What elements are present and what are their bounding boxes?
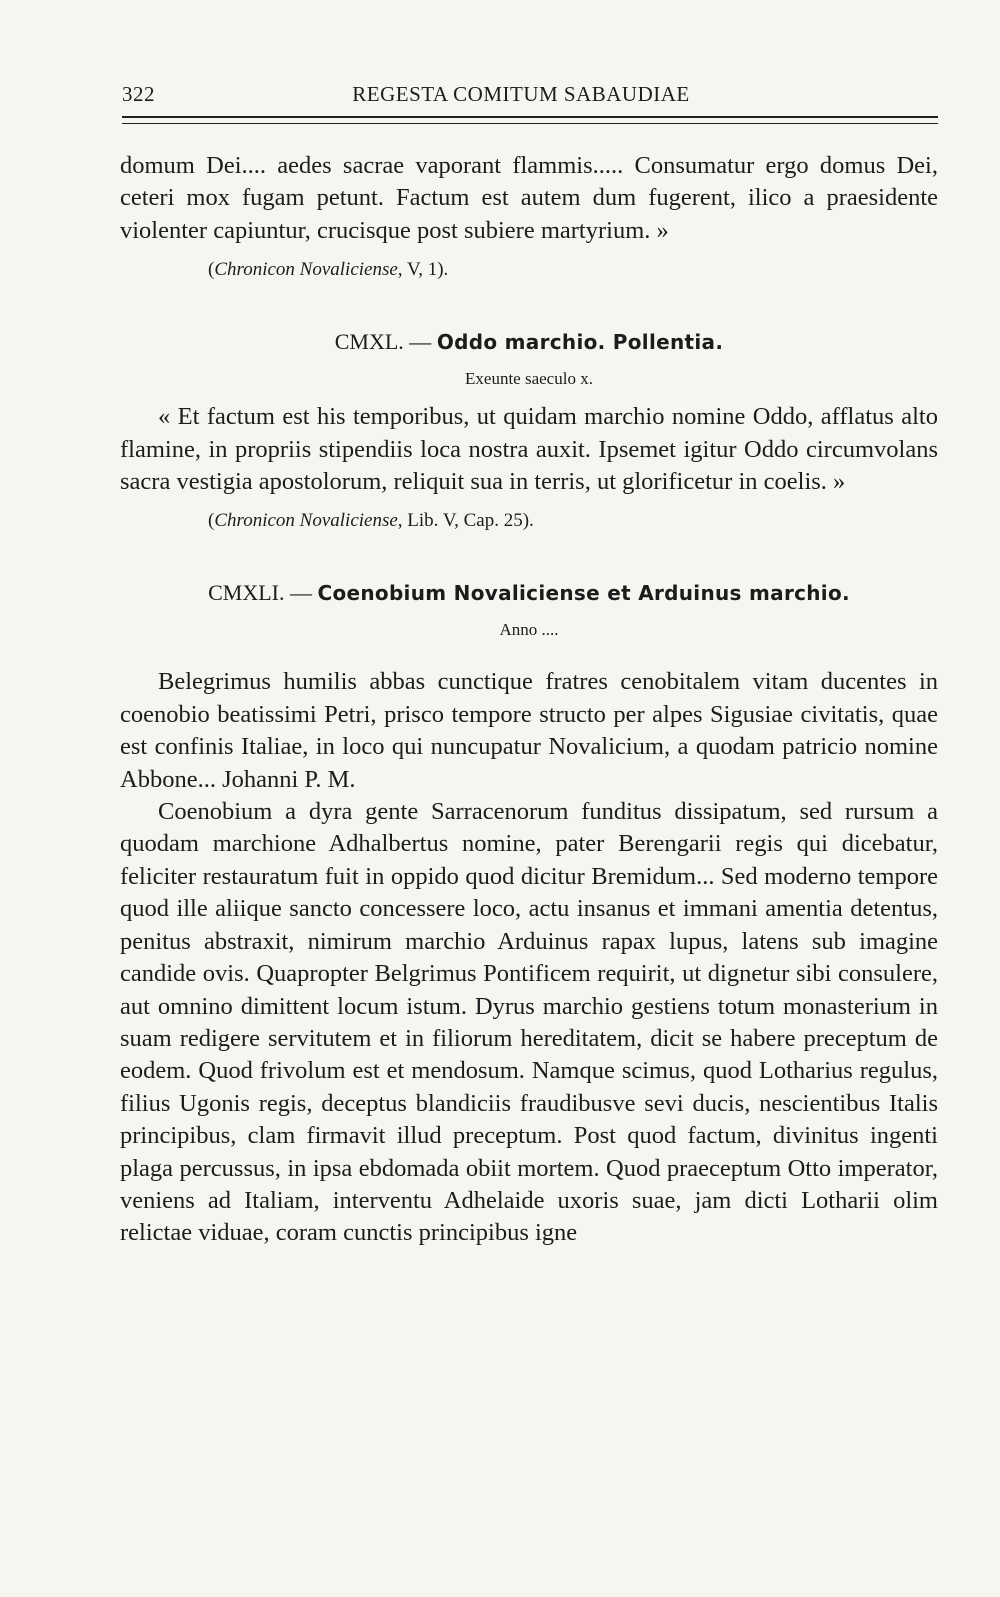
citation-open: (: [208, 510, 215, 532]
spacer: [120, 652, 938, 666]
page-number: 322: [122, 82, 155, 106]
citation-title: Chronicon Novaliciense,: [214, 259, 403, 281]
body-text: [120, 150, 938, 1250]
section-paragraph: « Et factum est his temporibus, ut quidam marchio nomine Oddo, afflatus alto flamine, in propriis stipendiis loca nostra auxit. Ipsemet igitur Oddo circumvolans sacra vestigia apostolorum, reliquit sua in terris, ut glorificetur in coelis. »: [120, 403, 938, 496]
header-rule: [122, 116, 938, 124]
citation: [208, 508, 938, 534]
citation: [208, 257, 938, 283]
running-title: REGESTA COMITUM SABAUDIAE: [352, 82, 690, 106]
citation-open: (: [208, 259, 215, 281]
section-heading-cmxl: [120, 329, 938, 355]
section-paragraph: Coenobium a dyra gente Sarracenorum funditus dissipatum, sed rursum a quodam marchione Adhalbertus nomine, pater Berengarii regis qui dicebatur, feliciter restauratum fuit in oppido quod dicitur Bremidum... Sed moderno tempore quod ille aliique sancto concessere loco, actu insanus et immani amentia detentus, penitus abstraxit, nimirum marchio Arduinus rapax lupus, latens sub imagine candide ovis. Quapropter Belgrimus Pontificem requirit, ut dignetur sibi consulere, aut omnino dimittent locum istum. Dyrus marchio gestiens totum monasterium in suam redigere servitutem et in filiorum hereditatem, dicit se habere preceptum de eodem. Quod frivolum est et mendosum. Namque scimus, quod Lotharius regulus, filius Ugonis regis, deceptus blandiciis fraudibusve sevi ducis, nescientibus Italis principibus, clam firmavit illud preceptum. Post quod factum, divinitus ingenti plaga percussus, in ipsa ebdomada obiit mortem. Quod praeceptum Otto imperator, veniens ad Italiam, interventu Adhelaide uxoris suae, jam dicti Lotharii olim relictae viduae, coram cunctis principibus igne: [120, 798, 938, 1247]
citation-ref: V, 1).: [402, 259, 449, 281]
section-heading-cmxli: [120, 580, 938, 606]
section-number: CMXLI. —: [208, 580, 318, 606]
section-paragraph: Belegrimus humilis abbas cunctique fratres cenobitalem vitam ducentes in coenobio beatissimi Petri, prisco tempore structo per alpes Sigusiae civitatis, quae est confinis Italiae, in loco qui nuncupatur Novalicium, a quodam patricio nomine Abbone... Johanni P. M.: [120, 668, 938, 793]
continuation-paragraph: domum Dei.... aedes sacrae vaporant flammis..... Consumatur ergo domus Dei, ceteri mox fugam petunt. Factum est autem dum fugerent, ilico a praesidente violenter capiuntur, crucisque post subiere martyrium. »: [120, 152, 938, 244]
page-header: [122, 82, 938, 107]
section-title: Oddo marchio. Pollentia.: [436, 330, 724, 355]
section-number: CMXL. —: [334, 329, 437, 355]
section-title: Coenobium Novaliciense et Arduinus marchio.: [317, 581, 850, 606]
section-date: Exeunte saeculo x.: [465, 369, 593, 389]
citation-ref: Lib. V, Cap. 25).: [402, 510, 534, 532]
citation-title: Chronicon Novaliciense,: [214, 510, 403, 532]
section-date: Anno ....: [499, 620, 559, 640]
